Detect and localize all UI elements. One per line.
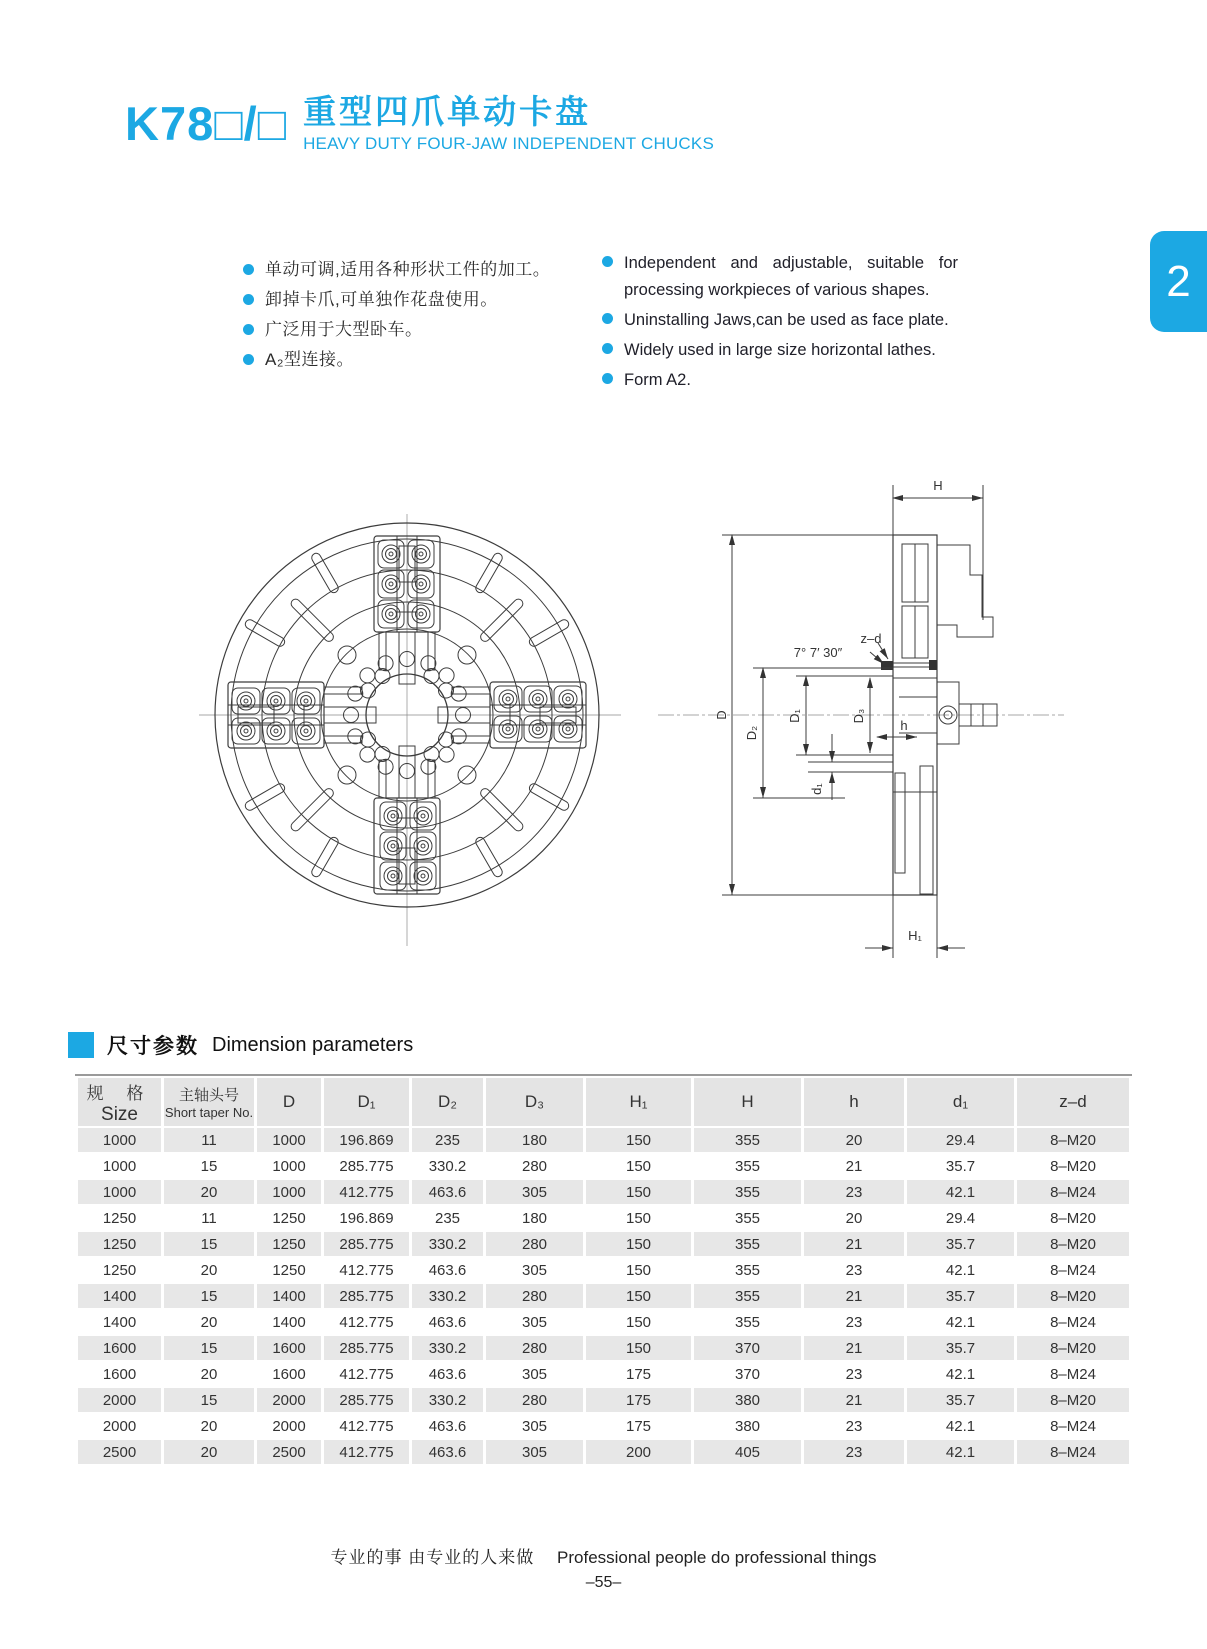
table-cell: 196.869 [324,1128,409,1152]
table-cell: 285.775 [324,1284,409,1308]
table-cell: 1000 [78,1128,161,1152]
table-cell: 1600 [78,1336,161,1360]
table-cell: 42.1 [907,1414,1014,1438]
feature-item [243,258,550,282]
table-cell: 235 [412,1206,483,1230]
table-cell: 196.869 [324,1206,409,1230]
dimension-table-wrap [75,1074,1132,1466]
table-cell: 21 [804,1284,904,1308]
chuck-side-view-drawing [640,440,1070,970]
table-cell: 8–M24 [1017,1180,1129,1204]
table-cell: 23 [804,1414,904,1438]
table-cell: 412.775 [324,1310,409,1334]
table-row [78,1388,1129,1412]
table-cell: 150 [586,1284,691,1308]
table-cell: 175 [586,1362,691,1386]
table-cell: 21 [804,1388,904,1412]
table-cell: 355 [694,1128,801,1152]
col-header-size-en: Size [101,1103,138,1125]
table-cell: 8–M20 [1017,1128,1129,1152]
table-body [78,1128,1129,1464]
page-number: –55– [585,1574,622,1591]
table-cell: 1250 [257,1232,321,1256]
dimension-table [75,1074,1132,1466]
table-cell: 380 [694,1388,801,1412]
table-cell: 15 [164,1336,254,1360]
table-cell: 11 [164,1206,254,1230]
table-row [78,1232,1129,1256]
col-header-D: D [257,1078,321,1126]
table-cell: 8–M20 [1017,1388,1129,1412]
table-cell: 370 [694,1336,801,1360]
table-cell: 1600 [257,1362,321,1386]
table-cell: 2000 [78,1414,161,1438]
product-title-zh: 重型四爪单动卡盘 [303,93,592,130]
table-cell: 463.6 [412,1258,483,1282]
table-cell: 355 [694,1180,801,1204]
table-cell: 1400 [78,1310,161,1334]
table-cell: 412.775 [324,1440,409,1464]
dim-label-H: H [933,478,943,493]
table-cell: 355 [694,1232,801,1256]
table-cell: 175 [586,1414,691,1438]
table-cell: 20 [164,1180,254,1204]
table-cell: 35.7 [907,1284,1014,1308]
bullet-dot-icon [243,264,254,275]
table-cell: 370 [694,1362,801,1386]
table-cell: 23 [804,1440,904,1464]
table-cell: 20 [164,1440,254,1464]
col-header-h: h [804,1078,904,1126]
table-cell: 380 [694,1414,801,1438]
table-cell: 1000 [257,1154,321,1178]
bullet-dot-icon [243,324,254,335]
dim-label-zd: z–d [860,631,882,646]
table-cell: 15 [164,1284,254,1308]
table-cell: 150 [586,1180,691,1204]
table-cell: 1250 [257,1258,321,1282]
dim-label-d1: d₁ [809,783,824,795]
table-cell: 305 [486,1414,583,1438]
table-cell: 15 [164,1154,254,1178]
table-cell: 42.1 [907,1440,1014,1464]
table-cell: 1600 [257,1336,321,1360]
table-cell: 42.1 [907,1362,1014,1386]
feature-text: 广泛用于大型卧车。 [265,320,423,339]
dim-label-angle: 7° 7′ 30″ [793,645,843,660]
table-cell: 11 [164,1128,254,1152]
col-header-taper [164,1078,254,1126]
table-row [78,1440,1129,1464]
table-cell: 355 [694,1284,801,1308]
table-cell: 280 [486,1284,583,1308]
col-header-D3: D₃ [486,1078,583,1126]
table-cell: 35.7 [907,1388,1014,1412]
feature-item [243,318,550,342]
table-cell: 8–M24 [1017,1310,1129,1334]
table-cell: 23 [804,1310,904,1334]
feature-text: 单动可调,适用各种形状工件的加工。 [265,260,551,279]
table-row [78,1128,1129,1152]
table-cell: 175 [586,1388,691,1412]
table-row [78,1362,1129,1386]
table-cell: 2000 [78,1388,161,1412]
feature-item [243,348,550,372]
chapter-number: 2 [1166,256,1191,306]
table-row [78,1258,1129,1282]
table-cell: 280 [486,1232,583,1256]
table-cell: 8–M24 [1017,1362,1129,1386]
table-cell: 150 [586,1154,691,1178]
table-cell: 20 [164,1362,254,1386]
table-cell: 35.7 [907,1154,1014,1178]
table-cell: 305 [486,1362,583,1386]
table-cell: 1600 [78,1362,161,1386]
table-cell: 1400 [257,1284,321,1308]
table-cell: 20 [804,1206,904,1230]
bullet-dot-icon [243,294,254,305]
table-cell: 1250 [78,1232,161,1256]
table-cell: 463.6 [412,1180,483,1204]
bullet-dot-icon [602,313,613,324]
table-cell: 15 [164,1232,254,1256]
feature-text: A₂型连接。 [265,350,354,369]
table-cell: 150 [586,1258,691,1282]
table-cell: 330.2 [412,1336,483,1360]
table-cell: 412.775 [324,1180,409,1204]
table-cell: 463.6 [412,1310,483,1334]
feature-list-zh [243,258,550,378]
table-cell: 8–M24 [1017,1258,1129,1282]
table-row [78,1154,1129,1178]
feature-item [243,288,550,312]
feature-item [602,337,958,364]
feature-item [602,367,958,394]
chapter-tab [1150,231,1207,332]
table-cell: 285.775 [324,1388,409,1412]
col-header-D2: D₂ [412,1078,483,1126]
dim-label-D1: D₁ [787,709,802,723]
section-title-zh: 尺寸参数 [107,1035,199,1058]
table-cell: 35.7 [907,1232,1014,1256]
table-cell: 305 [486,1258,583,1282]
table-cell: 280 [486,1154,583,1178]
table-cell: 2000 [257,1414,321,1438]
dim-label-D3: D₃ [851,708,866,724]
dim-label-h: h [900,718,908,733]
table-cell: 42.1 [907,1258,1014,1282]
table-cell: 8–M24 [1017,1414,1129,1438]
table-cell: 1400 [78,1284,161,1308]
feature-text: 卸掉卡爪,可单独作花盘使用。 [265,290,498,309]
bullet-dot-icon [243,354,254,365]
table-cell: 330.2 [412,1154,483,1178]
table-cell: 330.2 [412,1232,483,1256]
table-cell: 23 [804,1258,904,1282]
table-cell: 35.7 [907,1336,1014,1360]
table-cell: 280 [486,1336,583,1360]
table-cell: 355 [694,1258,801,1282]
col-header-taper-en: Short taper No. [164,1105,254,1120]
table-cell: 20 [164,1258,254,1282]
footer-slogan [0,1543,1207,1568]
table-cell: 8–M20 [1017,1336,1129,1360]
table-cell: 1250 [78,1206,161,1230]
table-cell: 285.775 [324,1336,409,1360]
table-cell: 285.775 [324,1232,409,1256]
section-marker-icon [68,1032,94,1058]
table-cell: 150 [586,1232,691,1256]
table-cell: 355 [694,1206,801,1230]
table-cell: 330.2 [412,1284,483,1308]
table-cell: 2500 [257,1440,321,1464]
feature-item [602,307,958,334]
table-cell: 2000 [257,1388,321,1412]
feature-text: Uninstalling Jaws,can be used as face plate. [624,311,949,329]
table-cell: 1000 [78,1180,161,1204]
page-header [125,92,714,156]
table-cell: 200 [586,1440,691,1464]
table-cell: 8–M20 [1017,1206,1129,1230]
table-row [78,1414,1129,1438]
table-cell: 20 [164,1414,254,1438]
col-header-size [78,1078,161,1126]
col-header-d1: d₁ [907,1078,1014,1126]
table-cell: 355 [694,1154,801,1178]
table-cell: 23 [804,1180,904,1204]
table-row [78,1336,1129,1360]
table-cell: 8–M20 [1017,1232,1129,1256]
table-cell: 21 [804,1232,904,1256]
table-cell: 21 [804,1154,904,1178]
col-header-H: H [694,1078,801,1126]
table-cell: 150 [586,1310,691,1334]
table-cell: 42.1 [907,1180,1014,1204]
table-cell: 20 [804,1128,904,1152]
table-cell: 20 [164,1310,254,1334]
col-header-D1: D₁ [324,1078,409,1126]
table-cell: 355 [694,1310,801,1334]
table-cell: 463.6 [412,1440,483,1464]
table-cell: 1250 [78,1258,161,1282]
bullet-dot-icon [602,373,613,384]
bullet-dot-icon [602,256,613,267]
table-row [78,1284,1129,1308]
table-cell: 8–M24 [1017,1440,1129,1464]
table-cell: 305 [486,1310,583,1334]
table-cell: 412.775 [324,1362,409,1386]
table-cell: 23 [804,1362,904,1386]
table-cell: 412.775 [324,1414,409,1438]
table-cell: 150 [586,1336,691,1360]
table-cell: 15 [164,1388,254,1412]
table-cell: 8–M20 [1017,1154,1129,1178]
col-header-H1: H₁ [586,1078,691,1126]
col-header-zd: z–d [1017,1078,1129,1126]
table-cell: 330.2 [412,1388,483,1412]
product-titles [303,92,714,154]
table-cell: 21 [804,1336,904,1360]
table-cell: 29.4 [907,1206,1014,1230]
table-cell: 180 [486,1128,583,1152]
table-cell: 1250 [257,1206,321,1230]
table-cell: 412.775 [324,1258,409,1282]
table-cell: 180 [486,1206,583,1230]
feature-text: Widely used in large size horizontal lathes. [624,341,936,359]
table-cell: 29.4 [907,1128,1014,1152]
col-header-taper-zh: 主轴头号 [178,1087,239,1104]
table-cell: 150 [586,1128,691,1152]
section-header [68,1030,413,1060]
table-cell: 235 [412,1128,483,1152]
table-cell: 305 [486,1180,583,1204]
dim-label-D: D [714,710,729,720]
table-cell: 42.1 [907,1310,1014,1334]
feature-text: Independent and adjustable, suitable for processing workpieces of various shapes. [624,254,958,299]
dim-label-D2: D₂ [744,725,759,741]
col-header-size-zh: 规 格 [86,1083,153,1103]
table-cell: 1000 [78,1154,161,1178]
table-cell: 1400 [257,1310,321,1334]
feature-list-en [602,250,958,397]
table-cell: 463.6 [412,1362,483,1386]
footer-slogan-en: Professional people do professional things [557,1548,877,1567]
table-cell: 1000 [257,1128,321,1152]
table-cell: 405 [694,1440,801,1464]
table-cell: 280 [486,1388,583,1412]
product-model: K78□/□ [125,97,288,150]
bullet-dot-icon [602,343,613,354]
table-cell: 285.775 [324,1154,409,1178]
footer-slogan-zh: 专业的事 由专业的人来做 [330,1548,535,1567]
table-cell: 1000 [257,1180,321,1204]
feature-text: Form A2. [624,371,691,389]
feature-item [602,250,958,304]
table-row [78,1310,1129,1334]
table-cell: 463.6 [412,1414,483,1438]
table-cell: 305 [486,1440,583,1464]
table-row [78,1206,1129,1230]
product-title-en: HEAVY DUTY FOUR-JAW INDEPENDENT CHUCKS [303,134,714,153]
table-header-row [78,1078,1129,1126]
table-row [78,1180,1129,1204]
table-cell: 8–M20 [1017,1284,1129,1308]
table-cell: 150 [586,1206,691,1230]
chuck-front-view-drawing [195,480,625,950]
section-title-en: Dimension parameters [212,1033,414,1056]
table-cell: 2500 [78,1440,161,1464]
dim-label-H1: H₁ [908,928,922,943]
